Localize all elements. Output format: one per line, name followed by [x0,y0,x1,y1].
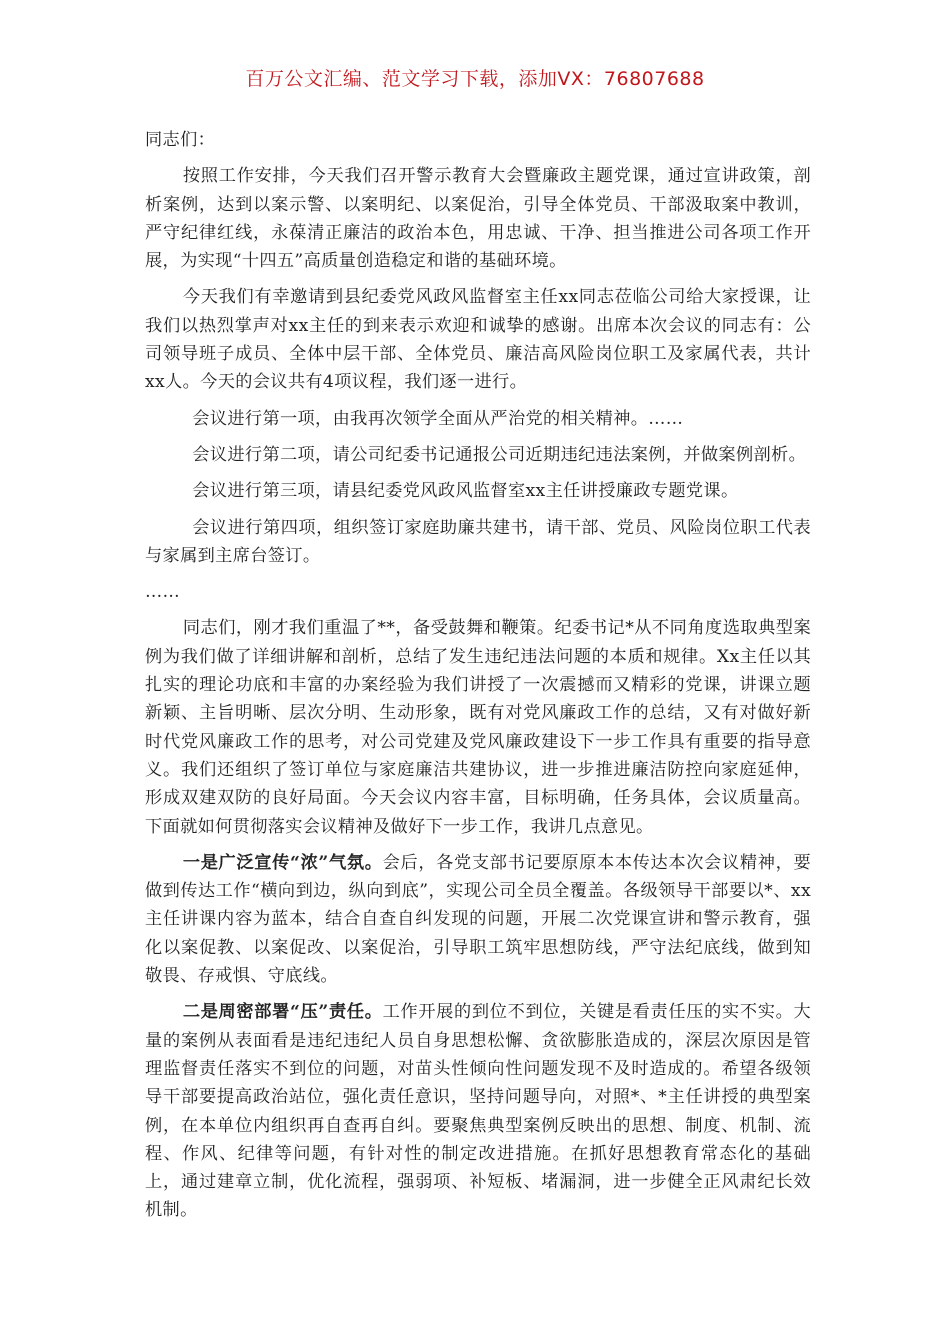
point-1-body: 会后，各党支部书记要原原本本传达本次会议精神，要做到传达工作“横向到边，纵向到底”，实现公司全员全覆盖。各级领导干部要以*、xx主任讲课内容为蓝本，结合自查自纠发现的问题，开展二次党课宣讲和警示教育，强化以案促教、以案促改、以案促治，引导职工筑牢思想防线，严守法纪底线，做到知敬畏、存戒惧、守底线。 [145,852,811,987]
paragraph-intro: 按照工作安排，今天我们召开警示教育大会暨廉政主题党课，通过宣讲政策，剖析案例，达到以案示警、以案明纪、以案促治，引导全体党员、干部汲取案中教训，严守纪律红线，永葆清正廉洁的政治本色，用忠诚、干净、担当推进公司各项工作开展，为实现“十四五”高质量创造稳定和谐的基础环境。 [145,166,811,272]
point-1-title: 一是广泛宣传“浓”气氛。 [182,852,383,873]
point-1 [145,849,811,990]
ellipsis-line: …… [145,582,181,603]
agenda-item-1: 会议进行第一项，由我再次领学全面从严治党的相关精神。…… [192,408,684,429]
agenda-item-2: 会议进行第二项，请公司纪委书记通报公司近期违纪违法案例，并做案例剖析。 [192,444,807,465]
paragraph-attendees: 今天我们有幸邀请到县纪委党风政风监督室主任xx同志莅临公司给大家授课，让我们以热烈掌声对xx主任的到来表示欢迎和诚挚的感谢。出席本次会议的同志有：公司领导班子成员、全体中层干部、全体党员、廉洁高风险岗位职工及家属代表，共计xx人。今天的会议共有4项议程，我们逐一进行。 [145,287,811,393]
point-2-body: 工作开展的到位不到位，关键是看责任压的实不实。大量的案例从表面看是违纪违纪人员自身思想松懈、贪欲膨胀造成的，深层次原因是管理监督责任落实不到位的问题，对苗头性倾向性问题发现不及时造成的。希望各级领导干部要提高政治站位，强化责任意识，坚持问题导向，对照*、*主任讲授的典型案例，在本单位内组织再自查再自纠。要聚焦典型案例反映出的思想、制度、机制、流程、作风、纪律等问题，有针对性的制定改进措施。在抓好思想教育常态化的基础上，通过建章立制，优化流程，强弱项、补短板、堵漏洞，进一步健全正风肃纪长效机制。 [145,1002,811,1221]
watermark-banner: 百万公文汇编、范文学习下载，添加VX：76807688 [245,68,705,90]
document-body [145,126,811,1233]
point-2-title: 二是周密部署“压”责任。 [182,1002,383,1023]
paragraph-summary: 同志们，刚才我们重温了**，备受鼓舞和鞭策。纪委书记*从不同角度选取典型案例为我们做了详细讲解和剖析，总结了发生违纪违法问题的本质和规律。Xx主任以其扎实的理论功底和丰富的办案经验为我们讲授了一次震撼而又精彩的党课，讲课立题新颖、主旨明晰、层次分明、生动形象，既有对党风廉政工作的总结，又有对做好新时代党风廉政工作的思考，对公司党建及党风廉政建设下一步工作具有重要的指导意义。我们还组织了签订单位与家庭廉洁共建协议，进一步推进廉洁防控向家庭延伸，形成双建双防的良好局面。今天会议内容丰富，目标明确，任务具体，会议质量高。下面就如何贯彻落实会议精神及做好下一步工作，我讲几点意见。 [145,618,811,837]
salutation: 同志们： [145,130,216,150]
agenda-item-4: 会议进行第四项，组织签订家庭助廉共建书，请干部、党员、风险岗位职工代表与家属到主席台签订。 [145,517,811,566]
point-2 [145,998,811,1224]
agenda-item-3: 会议进行第三项，请县纪委党风政风监督室xx主任讲授廉政专题党课。 [192,481,739,502]
